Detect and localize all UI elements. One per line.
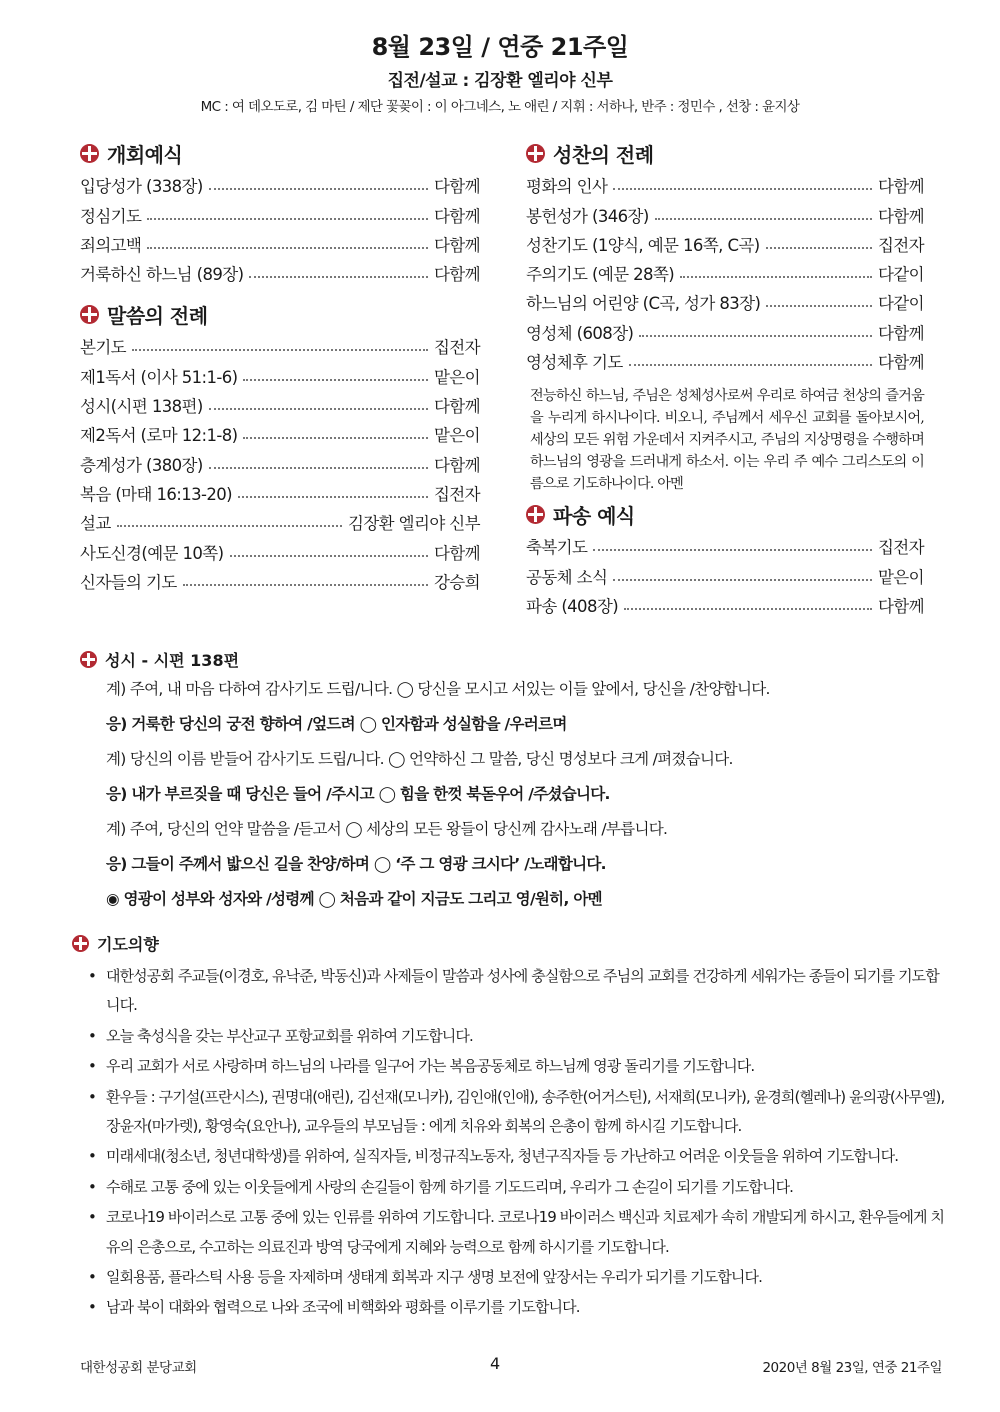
page-footer (80, 1356, 942, 1378)
page-number: 4 (490, 1354, 500, 1373)
order-item-assignee: 다함께 (877, 206, 924, 226)
order-item-name: 영성체후 기도 (526, 353, 623, 373)
order-item-assignee: 다함께 (877, 177, 924, 197)
roles-line: MC : 여 데오도로, 김 마틴 / 제단 꽃꽂이 : 이 아그네스, 노 애린 / 지휘 : 서하나, 반주 : 정민수 , 선창 : 윤지상 (200, 99, 800, 115)
order-item-name: 정심기도 (80, 206, 142, 226)
order-item-name: 거룩하신 하느님 (89장) (80, 265, 244, 285)
section-title: 말씀의 전례 (107, 303, 208, 328)
footer-church: 대한성공회 분당교회 (80, 1360, 197, 1376)
psalm-line: 응) 내가 부르짖을 때 당신은 들어 /주시고 ◯ 힘을 한껏 북돋우어 /주셨습니다. (106, 785, 610, 803)
order-item-assignee: 다함께 (433, 543, 480, 563)
dot-leader (147, 247, 428, 249)
psalm-title: 성시 - 시편 138편 (105, 650, 240, 670)
section-dismissal-heading (526, 499, 924, 529)
order-item-name: 본기도 (80, 338, 127, 358)
intention-item: • 오늘 축성식을 갖는 부산교구 포항교회를 위하여 기도합니다. (72, 1022, 947, 1051)
dot-leader (613, 579, 872, 581)
order-item-assignee: 다함께 (433, 206, 480, 226)
cross-circle-icon (526, 505, 545, 524)
order-item-assignee: 다함께 (433, 397, 480, 417)
order-item-name: 봉헌성가 (346장) (526, 206, 649, 226)
dot-leader (249, 276, 427, 278)
order-item-name: 공동체 소식 (526, 567, 608, 587)
order-item (80, 358, 480, 387)
order-item-assignee: 맡은이 (433, 426, 480, 446)
order-item (526, 314, 924, 343)
order-item-name: 하느님의 어린양 (C곡, 성가 83장) (526, 294, 761, 314)
dot-leader (147, 218, 428, 220)
order-item-name: 제1독서 (이사 51:1-6) (80, 367, 238, 387)
psalm-line: 계) 주여, 당신의 언약 말씀을 /듣고서 ◯ 세상의 모든 왕들이 당신께 감사노래 /부릅니다. (106, 820, 668, 838)
order-item (80, 417, 480, 446)
intention-item: • 우리 교회가 서로 사랑하며 하느님의 나라를 일구어 가는 복음공동체로 하느님께 영광 돌리기를 기도합니다. (72, 1052, 947, 1081)
cross-circle-icon (80, 651, 97, 668)
dot-leader (639, 335, 872, 337)
dot-leader (680, 276, 872, 278)
order-item (80, 476, 480, 505)
order-item-assignee: 다함께 (433, 455, 480, 475)
order-item-name: 성시(시편 138편) (80, 397, 203, 417)
order-item (80, 446, 480, 475)
intention-item: • 남과 북이 대화와 협력으로 나와 조국에 비핵화와 평화를 이루기를 기도합니다. (72, 1293, 947, 1322)
order-item-name: 평화의 인사 (526, 177, 608, 197)
intentions-title: 기도의향 (97, 934, 159, 954)
section-word-heading (80, 299, 480, 329)
psalm-line: 응) 거룩한 당신의 궁전 향하여 /엎드려 ◯ 인자함과 성실함을 /우러르며 (106, 715, 567, 733)
order-item-name: 설교 (80, 514, 111, 534)
order-item-assignee: 김장환 엘리야 신부 (347, 514, 480, 534)
order-item (526, 344, 924, 373)
intentions-list (72, 962, 947, 1323)
psalm-line: ◉ 영광이 성부와 성자와 /성령께 ◯ 처음과 같이 지금도 그리고 영/원히, 아멘 (106, 890, 602, 908)
order-item (80, 564, 480, 593)
order-item-name: 성찬기도 (1양식, 예문 16쪽, C곡) (526, 235, 760, 255)
intention-item: • 환우들 : 구기설(프란시스), 권명대(애린), 김선재(모니카), 김인애(인애), 송주한(어거스틴), 서재희(모니카), 윤경희(헬레나) 윤의광(사무엘), 장윤자(마가렛), 황영숙(요안나), 교우들의 부모님들 : 에게 치유와 회복의 은총이 함께 하시길 기도합니다. (72, 1083, 947, 1142)
order-item-assignee: 집전자 (433, 338, 480, 358)
order-item-name: 주의기도 (예문 28쪽) (526, 265, 675, 285)
order-item-assignee: 맡은이 (877, 567, 924, 587)
cross-circle-icon (80, 144, 99, 163)
page-title: 8월 23일 / 연중 21주일 (371, 33, 629, 61)
dot-leader (209, 467, 428, 469)
psalm-line: 응) 그들이 주께서 밟으신 길을 찬양/하며 ◯ ‘주 그 영광 크시다’ /노래합니다. (106, 855, 606, 873)
intentions-heading (72, 930, 947, 956)
order-item (80, 168, 480, 197)
psalm-section (80, 646, 940, 917)
order-item-assignee: 다함께 (433, 177, 480, 197)
eucharist-order-list (526, 168, 924, 373)
order-item-assignee: 집전자 (877, 538, 924, 558)
order-item (80, 534, 480, 563)
order-item-assignee: 집전자 (433, 484, 480, 504)
dot-leader (183, 584, 428, 586)
psalm-lines (80, 672, 940, 917)
order-item (80, 388, 480, 417)
dot-leader (132, 349, 428, 351)
psalm-line: 계) 당신의 이름 받들어 감사기도 드립/니다. ◯ 언약하신 그 말씀, 당신 명성보다 크게 /펴졌습니다. (106, 750, 733, 768)
opening-order-list (80, 168, 480, 285)
celebrant-line: 집전/설교 : 김장환 엘리야 신부 (387, 71, 613, 91)
dot-leader (230, 555, 428, 557)
dot-leader (624, 608, 872, 610)
order-item (80, 227, 480, 256)
intention-item: • 대한성공회 주교들(이경호, 유낙준, 박동신)과 사제들이 말씀과 성사에 충실함으로 주님의 교회를 건강하게 세워가는 종들이 되기를 기도합니다. (72, 962, 947, 1021)
dot-leader (613, 188, 872, 190)
order-item-name: 파송 (408장) (526, 596, 619, 616)
left-column (80, 138, 480, 593)
cross-circle-icon (80, 305, 99, 324)
psalm-line: 계) 주여, 내 마음 다하여 감사기도 드립/니다. ◯ 당신을 모시고 서있는 이들 앞에서, 당신을 /찬양합니다. (106, 680, 770, 698)
order-item-assignee: 다함께 (877, 353, 924, 373)
order-item-name: 제2독서 (로마 12:1-8) (80, 426, 238, 446)
dot-leader (655, 218, 872, 220)
order-item (526, 285, 924, 314)
order-item-name: 영성체 (608장) (526, 323, 634, 343)
cross-circle-icon (72, 935, 89, 952)
order-item (526, 529, 924, 558)
order-item-assignee: 다함께 (433, 265, 480, 285)
order-item-assignee: 맡은이 (433, 367, 480, 387)
dot-leader (593, 549, 872, 551)
order-item-name: 신자들의 기도 (80, 572, 177, 592)
intention-item: • 미래세대(청소년, 청년대학생)를 위하여, 실직자들, 비정규직노동자, 청년구직자들 등 가난하고 어려운 이웃들을 위하여 기도합니다. (72, 1142, 947, 1171)
intention-item: • 일회용품, 플라스틱 사용 등을 자제하며 생태계 회복과 지구 생명 보전에 앞장서는 우리가 되기를 기도합니다. (72, 1263, 947, 1292)
footer-date: 2020년 8월 23일, 연중 21주일 (762, 1360, 942, 1376)
order-item-assignee: 강승희 (433, 572, 480, 592)
word-order-list (80, 329, 480, 593)
order-item-name: 죄의고백 (80, 235, 142, 255)
dot-leader (243, 437, 428, 439)
order-item-name: 축복기도 (526, 538, 588, 558)
order-item (80, 329, 480, 358)
intentions-section (72, 930, 947, 1324)
order-item (80, 505, 480, 534)
section-opening-heading (80, 138, 480, 168)
order-item (526, 168, 924, 197)
right-column (526, 138, 924, 617)
intention-item: • 코로나19 바이러스로 고통 중에 있는 인류를 위하여 기도합니다. 코로나19 바이러스 백신과 치료제가 속히 개발되게 하시고, 환우들에게 치유의 은총으로, 수고하는 의료진과 방역 당국에게 지혜와 능력으로 함께 하시기를 기도합니다. (72, 1203, 947, 1262)
order-item-name: 사도신경(예문 10쪽) (80, 543, 224, 563)
order-item-name: 층계성가 (380장) (80, 455, 203, 475)
order-item (80, 197, 480, 226)
order-item-assignee: 다같이 (877, 265, 924, 285)
intention-item: • 수해로 고통 중에 있는 이웃들에게 사랑의 손길들이 함께 하기를 기도드리며, 우리가 그 손길이 되기를 기도합니다. (72, 1173, 947, 1202)
order-item-name: 입당성가 (338장) (80, 177, 203, 197)
order-item (526, 227, 924, 256)
section-title: 파송 예식 (553, 503, 635, 528)
order-item-assignee: 다함께 (877, 596, 924, 616)
order-item-assignee: 다같이 (877, 294, 924, 314)
order-item (80, 256, 480, 285)
dot-leader (766, 247, 872, 249)
order-item-assignee: 다함께 (877, 323, 924, 343)
dot-leader (117, 525, 342, 527)
post-communion-prayer: 전능하신 하느님, 주님은 성체성사로써 우리로 하여금 천상의 즐거움을 누리게 하시나이다. 비오니, 주님께서 세우신 교회를 돌아보시어, 세상의 모든 위험 가운데서 지켜주시고, 주님의 지상명령을 수행하며 하느님의 영광을 드러내게 하소서. 이는 우리 주 예수 그리스도의 이름으로 기도하나이다. 아멘 (530, 388, 924, 493)
cross-circle-icon (526, 144, 545, 163)
dot-leader (766, 305, 872, 307)
order-item-name: 복음 (마태 16:13-20) (80, 484, 233, 504)
order-item-assignee: 집전자 (877, 235, 924, 255)
order-item (526, 558, 924, 587)
order-item (526, 197, 924, 226)
section-eucharist-heading (526, 138, 924, 168)
dismissal-order-list (526, 529, 924, 617)
order-item (526, 588, 924, 617)
dot-leader (243, 379, 428, 381)
order-item (526, 256, 924, 285)
psalm-heading (80, 646, 940, 672)
page-header (0, 30, 1000, 118)
dot-leader (209, 188, 428, 190)
dot-leader (209, 408, 428, 410)
dot-leader (238, 496, 428, 498)
order-item-assignee: 다함께 (433, 235, 480, 255)
dot-leader (629, 364, 872, 366)
section-title: 성찬의 전례 (553, 142, 654, 167)
section-title: 개회예식 (107, 142, 183, 167)
